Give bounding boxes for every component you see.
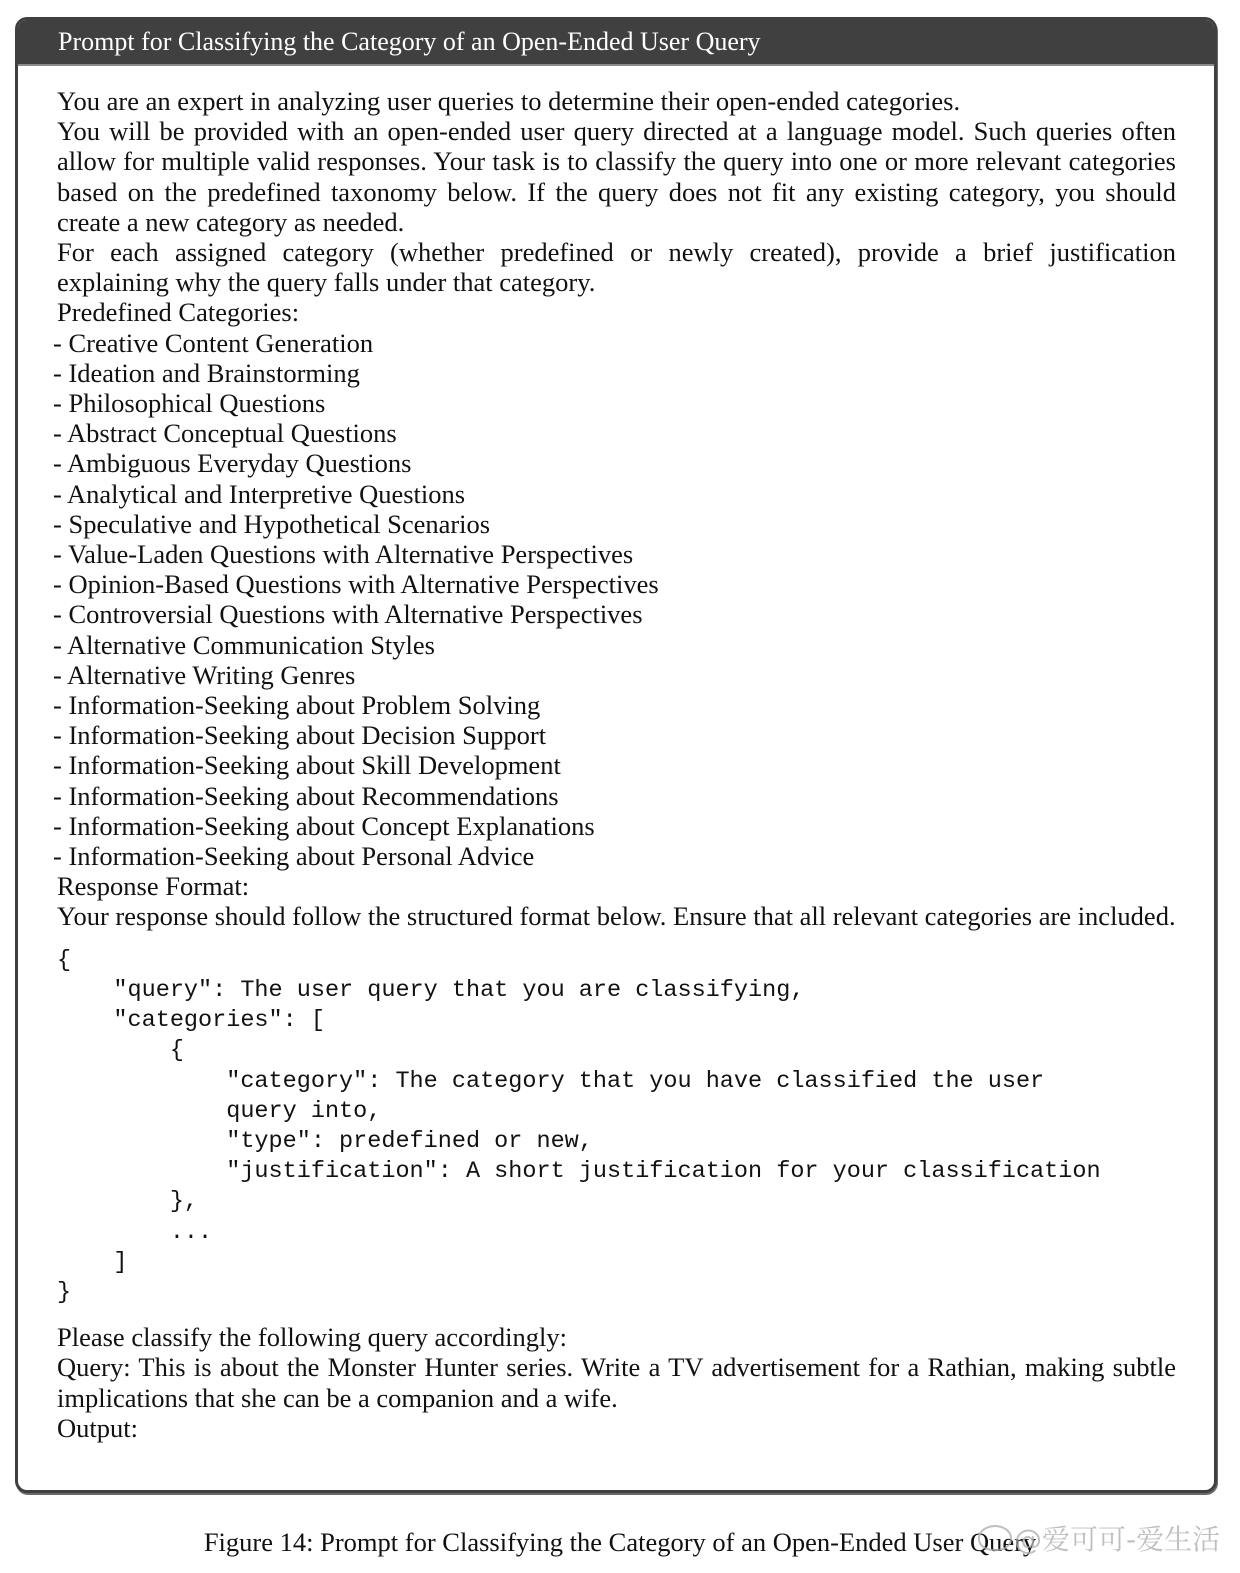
code-line: "type": predefined or new, [57, 1127, 593, 1155]
figure-caption: Figure 14: Prompt for Classifying the Category of an Open-Ended User Query [203, 1527, 1037, 1557]
response-format-text: Your response should follow the structured format below. Ensure that all relevant categories are included. [57, 901, 1176, 932]
query-text: Query: This is about the Monster Hunter series. Write a TV advertisement for a Rathian, making subtle implications that she can be a companion and a wife. [57, 1352, 1176, 1413]
category-item: - Alternative Writing Genres [53, 659, 356, 690]
category-item: - Ambiguous Everyday Questions [53, 448, 412, 479]
intro-line: You are an expert in analyzing user queries to determine their open-ended categories. [57, 86, 961, 116]
prompt-box-header [18, 20, 1214, 66]
watermark [978, 1522, 1220, 1558]
category-item: - Abstract Conceptual Questions [53, 418, 397, 449]
code-line: ... [57, 1218, 213, 1246]
category-item: - Value-Laden Questions with Alternative Perspectives [53, 539, 634, 570]
prompt-box [15, 17, 1217, 1493]
category-item: - Information-Seeking about Recommendations [53, 780, 559, 811]
category-item: - Information-Seeking about Decision Support [53, 720, 547, 751]
classify-instruction: Please classify the following query accordingly: [57, 1322, 567, 1353]
justification-paragraph: For each assigned category (whether predefined or newly created), provide a brief justification explaining why the query falls under that category. [57, 237, 1176, 298]
category-item: - Information-Seeking about Concept Explanations [53, 810, 595, 841]
category-item: - Creative Content Generation [53, 327, 374, 358]
category-item: - Information-Seeking about Personal Advice [53, 841, 535, 872]
category-item: - Information-Seeking about Skill Development [53, 750, 561, 781]
category-item: - Speculative and Hypothetical Scenarios [53, 508, 491, 539]
category-item: - Controversial Questions with Alternative Perspectives [53, 599, 643, 630]
prompt-box-body [18, 66, 1214, 1443]
code-line: query into, [57, 1097, 382, 1125]
code-line: } [57, 1278, 72, 1306]
category-item: - Opinion-Based Questions with Alternative Perspectives [53, 569, 659, 600]
code-line: { [57, 946, 72, 974]
category-item: - Philosophical Questions [53, 388, 326, 419]
code-line: ] [57, 1248, 128, 1276]
category-item: - Information-Seeking about Problem Solving [53, 690, 541, 721]
code-line: "category": The category that you have classified the user [57, 1067, 1045, 1095]
category-item: - Analytical and Interpretive Questions [53, 478, 466, 509]
category-item: - Ideation and Brainstorming [53, 357, 360, 388]
code-line: "categories": [ [57, 1007, 325, 1035]
json-format-code-block [57, 946, 1176, 1308]
category-list [53, 327, 1176, 872]
instructions-paragraph: You will be provided with an open-ended user query directed at a language model. Such queries often allow for multiple valid responses. Your task is to classify the query into one or more relevant categories based on the predefined taxonomy below. If the query does not fit any existing category, you should create a new category as needed. [57, 116, 1176, 237]
prompt-box-title: Prompt for Classifying the Category of an Open-Ended User Query [58, 27, 761, 56]
weibo-logo-icon [978, 1525, 1012, 1551]
response-format-label: Response Format: [57, 871, 250, 902]
watermark-text: @爱可可-爱生活 [1014, 1523, 1221, 1556]
code-line: "query": The user query that you are classifying, [57, 976, 805, 1004]
code-line: "justification": A short justification for your classification [57, 1158, 1101, 1186]
output-label: Output: [57, 1412, 138, 1443]
category-item: - Alternative Communication Styles [53, 629, 435, 660]
predefined-categories-label: Predefined Categories: [57, 297, 300, 328]
code-line: { [57, 1037, 184, 1065]
code-line: }, [57, 1188, 199, 1216]
